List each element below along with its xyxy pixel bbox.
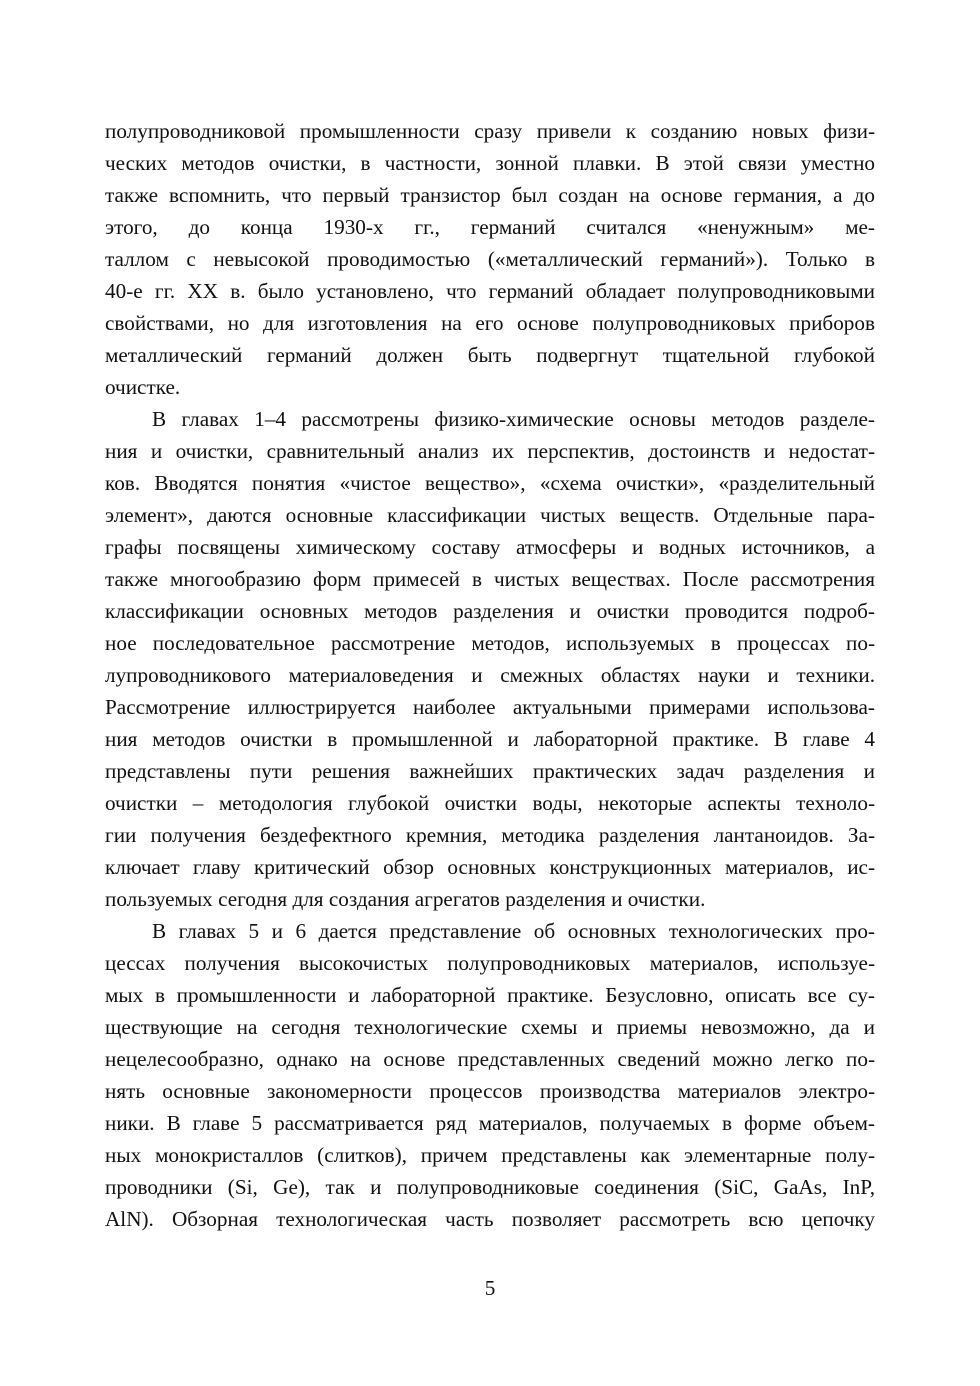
text-line: ния методов очистки в промышленной и лабораторной практике. В главе 4 xyxy=(105,727,875,751)
text-line: ное последовательное рассмотрение методов, используемых в процессах по- xyxy=(105,631,875,655)
paragraph-3 xyxy=(105,915,875,1235)
text-line: AlN). Обзорная технологическая часть позволяет рассмотреть всю цепочку xyxy=(105,1207,875,1231)
text-line: очистке. xyxy=(105,375,181,399)
text-line: пользуемых сегодня для создания агрегатов разделения и очистки. xyxy=(105,887,706,911)
text-line: мых в промышленности и лабораторной практике. Безусловно, описать все су- xyxy=(105,983,875,1007)
text-line: этого, до конца 1930-х гг., германий считался «ненужным» ме- xyxy=(105,215,875,239)
text-line: также вспомнить, что первый транзистор был создан на основе германия, а до xyxy=(105,183,875,207)
text-line: ществующие на сегодня технологические схемы и приемы невозможно, да и xyxy=(105,1015,875,1039)
text-line: нять основные закономерности процессов производства материалов электро- xyxy=(105,1079,875,1103)
text-line: ков. Вводятся понятия «чистое вещество», «схема очистки», «разделительный xyxy=(105,471,875,495)
text-line: классификации основных методов разделения и очистки проводится подроб- xyxy=(105,599,875,623)
text-line: 40-е гг. XX в. было установлено, что германий обладает полупроводниковыми xyxy=(105,279,875,303)
text-line: нецелесообразно, однако на основе представленных сведений можно легко по- xyxy=(105,1047,875,1071)
text-line: представлены пути решения важнейших практических задач разделения и xyxy=(105,759,875,783)
text-line: ных монокристаллов (слитков), причем представлены как элементарные полу- xyxy=(105,1143,875,1167)
text-line: ники. В главе 5 рассматривается ряд материалов, получаемых в форме объем- xyxy=(105,1111,875,1135)
body-text xyxy=(105,115,875,1235)
text-line: также многообразию форм примесей в чистых веществах. После рассмотрения xyxy=(105,567,875,591)
text-line: гии получения бездефектного кремния, методика разделения лантаноидов. За- xyxy=(105,823,875,847)
text-line: В главах 5 и 6 дается представление об основных технологических про- xyxy=(152,919,875,943)
text-line: ключает главу критический обзор основных конструкционных материалов, ис- xyxy=(105,855,875,879)
text-line: В главах 1–4 рассмотрены физико-химические основы методов разделе- xyxy=(152,407,875,431)
text-line: ческих методов очистки, в частности, зонной плавки. В этой связи уместно xyxy=(105,151,875,175)
page-number: 5 xyxy=(484,1276,496,1300)
text-line: лупроводникового материаловедения и смежных областях науки и техники. xyxy=(105,663,875,687)
paragraph-2 xyxy=(105,403,875,915)
text-line: цессах получения высокочистых полупроводниковых материалов, используе- xyxy=(105,951,875,975)
text-line: таллом с невысокой проводимостью («металлический германий»). Только в xyxy=(105,247,875,271)
text-line: элемент», даются основные классификации чистых веществ. Отдельные пара- xyxy=(105,503,875,527)
text-line: свойствами, но для изготовления на его основе полупроводниковых приборов xyxy=(105,311,875,335)
text-line: очистки – методология глубокой очистки воды, некоторые аспекты техноло- xyxy=(105,791,875,815)
paragraph-1 xyxy=(105,115,875,403)
text-line: металлический германий должен быть подвергнут тщательной глубокой xyxy=(105,343,875,367)
text-line: ния и очистки, сравнительный анализ их перспектив, достоинств и недостат- xyxy=(105,439,875,463)
text-line: графы посвящены химическому составу атмосферы и водных источников, а xyxy=(105,535,875,559)
text-line: Рассмотрение иллюстрируется наиболее актуальными примерами использова- xyxy=(105,695,875,719)
text-line: проводники (Si, Ge), так и полупроводниковые соединения (SiC, GaAs, InP, xyxy=(105,1175,875,1199)
text-line: полупроводниковой промышленности сразу привели к созданию новых физи- xyxy=(105,119,875,143)
